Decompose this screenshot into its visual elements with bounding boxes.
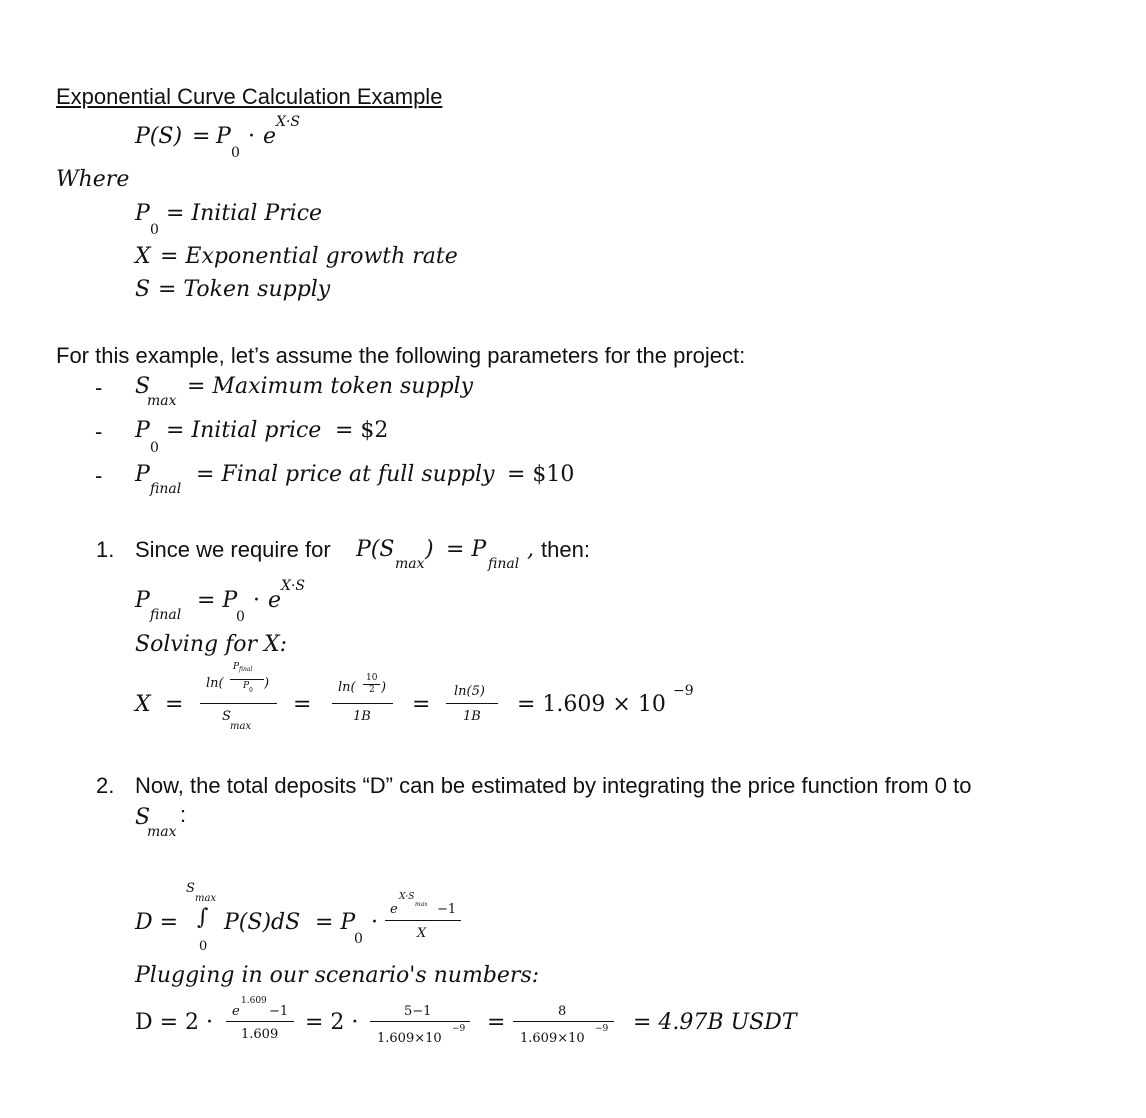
step-text: Since we require for: [135, 537, 331, 562]
param-text: = Final price at full supply: [196, 462, 495, 487]
param-value: = $10: [507, 462, 575, 487]
x-result-exp: −9: [673, 683, 694, 699]
integral-sign: ∫: [197, 905, 209, 930]
frac2-bar: [332, 703, 393, 704]
formula-lhs: P(S): [135, 124, 183, 149]
step-text-tail: then:: [541, 537, 590, 562]
definition-text: = Initial Price: [166, 201, 323, 226]
param-symbol: P: [135, 418, 150, 443]
fa-num-e: e: [232, 1004, 240, 1019]
frac2-close: ): [381, 680, 387, 695]
frac1-den-sub: max: [230, 721, 252, 732]
frac3-den: 1B: [463, 709, 481, 724]
x-eq: =: [165, 692, 184, 717]
solving-heading: Solving for X:: [135, 632, 288, 657]
eq2-exp: X·S: [281, 578, 306, 594]
formula-p: P: [216, 124, 231, 149]
fb-bar: [370, 1021, 470, 1022]
eq2-rhs-sub: 0: [236, 609, 245, 625]
formula-exp: X·S: [276, 114, 301, 130]
frac2-den: 1B: [353, 709, 371, 724]
step-number: 2.: [96, 773, 115, 798]
fa-den: 1.609: [241, 1027, 279, 1042]
bullet-marker: -: [95, 419, 103, 444]
definition-text: = Token supply: [158, 277, 331, 302]
final-result: = 4.97B USDT: [633, 1010, 797, 1035]
frac1-close: ): [264, 676, 270, 691]
where-label: Where: [56, 167, 130, 192]
definition-symbol: X: [135, 244, 151, 269]
integral-upper: S: [186, 881, 195, 896]
fc-num: 8: [558, 1004, 567, 1019]
integral-frac-e: e: [390, 902, 398, 917]
integral-upper-sub: max: [195, 893, 217, 904]
fb-num: 5−1: [404, 1004, 432, 1019]
integral-frac-bar: [385, 920, 461, 921]
formula-e: e: [263, 124, 277, 149]
param-subscript: max: [147, 393, 177, 409]
frac1-inner-bar: [230, 679, 264, 680]
frac1-inner-num-sub: final: [239, 666, 253, 673]
definition-text: = Exponential growth rate: [160, 244, 458, 269]
integrand: P(S)dS: [224, 910, 301, 935]
eq2-lhs: P: [135, 588, 150, 613]
param-value: = $2: [335, 418, 389, 443]
step-tail-sub: max: [147, 824, 177, 840]
param-subscript: 0: [150, 440, 159, 456]
step-number: 1.: [96, 537, 115, 562]
bullet-marker: -: [95, 463, 103, 488]
fa-num-tail: −1: [269, 1004, 289, 1019]
integral-dot: ·: [371, 910, 378, 935]
integral-frac-den: X: [417, 926, 427, 941]
param-symbol: P: [135, 462, 150, 487]
integral-lower: 0: [199, 939, 208, 954]
frac2-inner-den: 2: [369, 685, 375, 695]
step-tail-colon: :: [180, 802, 187, 827]
definition-symbol: P: [135, 201, 150, 226]
step-eq-sub: final: [488, 556, 520, 572]
definition-symbol: S: [135, 277, 151, 302]
frac1-inner-den-sub: 0: [249, 687, 253, 694]
eq2-rhs: = P: [197, 588, 238, 613]
eq2-e: e: [268, 588, 282, 613]
definition-subscript: 0: [150, 222, 159, 238]
formula-dot: ·: [248, 124, 255, 149]
integral-lhs: D =: [135, 910, 179, 935]
step-expr-close: ): [425, 537, 434, 562]
eq-sign: =: [412, 692, 431, 717]
step-tail-symbol: S: [135, 805, 151, 830]
step-comma: ,: [527, 537, 534, 562]
fc-bar: [513, 1021, 614, 1022]
frac3-num: ln(5): [454, 684, 485, 699]
frac1-inner-den: P: [243, 681, 250, 691]
plugging-heading: Plugging in our scenario's numbers:: [135, 963, 540, 988]
eq2-lhs-sub: final: [150, 607, 182, 623]
eq3: =: [487, 1010, 506, 1035]
d-lhs: D = 2 ·: [135, 1010, 214, 1035]
param-text: = Initial price: [166, 418, 322, 443]
integral-frac-exp-sub: max: [415, 901, 428, 908]
param-subscript: final: [150, 481, 182, 497]
step-expr: P(S: [356, 537, 395, 562]
fc-den: 1.609×10: [520, 1031, 585, 1046]
formula-eq: =: [192, 124, 211, 149]
intro-paragraph: For this example, let’s assume the following parameters for the project:: [56, 343, 746, 368]
param-text: = Maximum token supply: [187, 374, 474, 399]
eq2-dot: ·: [253, 588, 260, 613]
fa-bar: [226, 1021, 294, 1022]
x-result: = 1.609 × 10: [517, 692, 666, 717]
fc-den-exp: −9: [595, 1024, 609, 1034]
param-symbol: S: [135, 374, 151, 399]
step-eq: = P: [446, 537, 487, 562]
eq2-two: = 2 ·: [305, 1010, 359, 1035]
bullet-marker: -: [95, 375, 103, 400]
integral-eq-p-sub: 0: [354, 931, 363, 947]
formula-p-sub: 0: [231, 145, 240, 161]
frac2-inner-num: 10: [366, 673, 378, 683]
integral-frac-exp: X·S: [399, 892, 415, 902]
frac1-den: S: [222, 709, 231, 724]
frac1-bar: [200, 703, 277, 704]
page-title: Exponential Curve Calculation Example: [56, 84, 443, 109]
eq-sign: =: [293, 692, 312, 717]
frac1-inner-num: P: [233, 662, 240, 672]
fa-num-exp: 1.609: [241, 996, 267, 1006]
integral-eq-p: = P: [315, 910, 356, 935]
fb-den: 1.609×10: [377, 1031, 442, 1046]
frac2-ln: ln(: [338, 680, 356, 695]
frac1-ln: ln(: [206, 676, 224, 691]
x-lhs: X: [135, 692, 151, 717]
integral-frac-tail: −1: [437, 902, 457, 917]
step-text: Now, the total deposits “D” can be estimated by integrating the price function from 0 to: [135, 773, 972, 798]
frac3-bar: [446, 703, 498, 704]
fb-den-exp: −9: [452, 1024, 466, 1034]
step-expr-sub: max: [395, 556, 425, 572]
